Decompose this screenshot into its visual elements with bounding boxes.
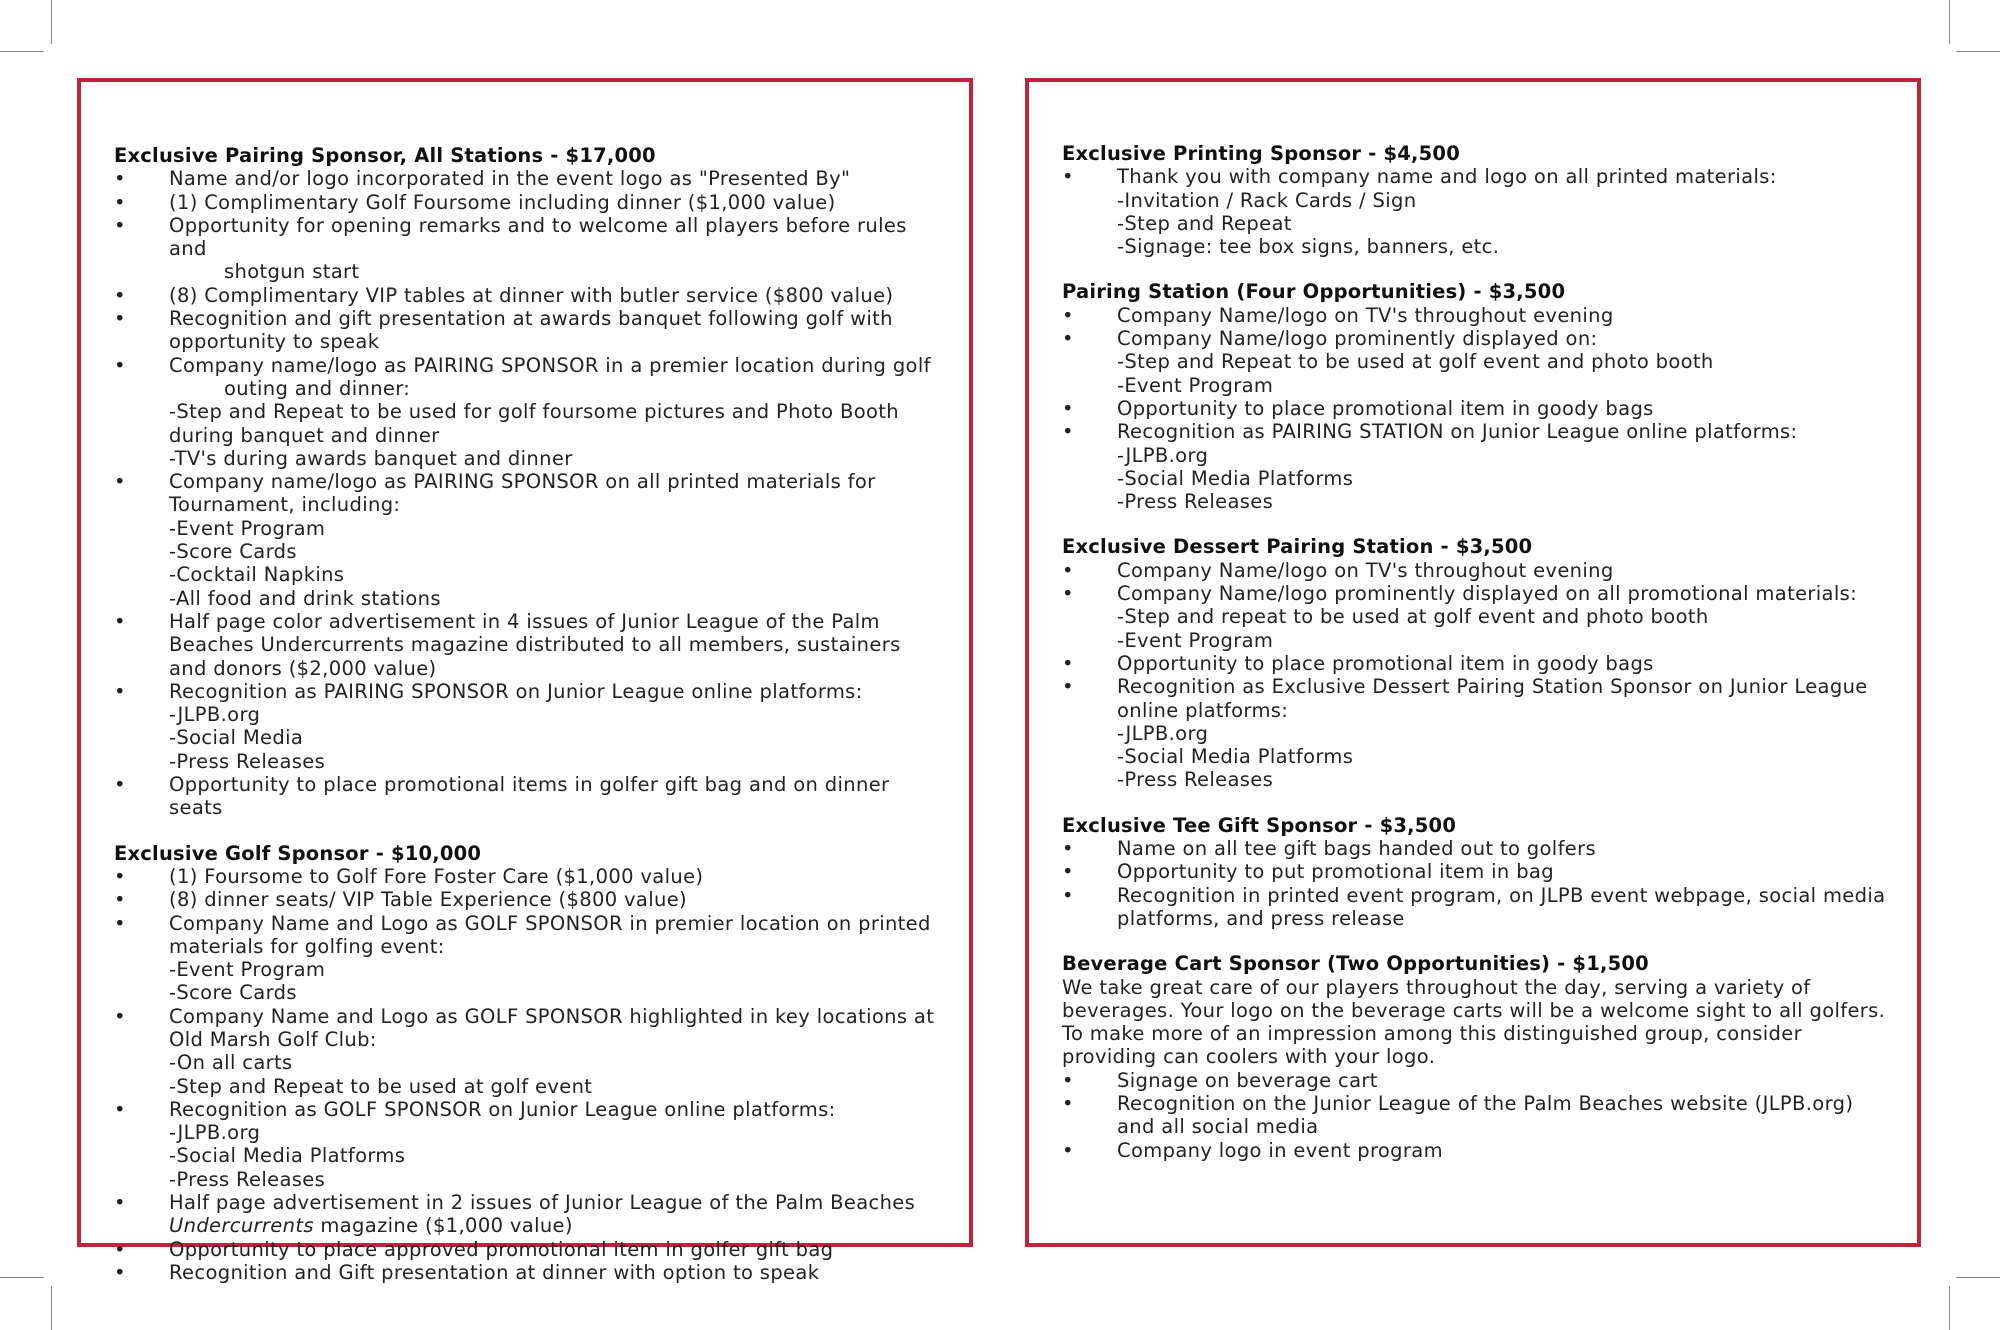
sub-item: -Social Media Platforms [169, 1144, 406, 1168]
bullet-icon: • [1062, 420, 1074, 444]
sub-item: -Score Cards [169, 540, 297, 564]
list-item: • Opportunity for opening remarks and to welcome all players before rules and shotgun start [114, 214, 941, 284]
list-item: • (1) Foursome to Golf Fore Foster Care ($1,000 value) [114, 864, 704, 888]
bullet-icon: • [114, 213, 126, 237]
list-item: • Company name/logo as PAIRING SPONSOR on all printed materials for Tournament, including: [114, 470, 876, 517]
sub-item: -JLPB.org [169, 703, 261, 727]
sub-item: -Score Cards [169, 981, 297, 1005]
list-item: • Recognition as Exclusive Dessert Pairing Station Sponsor on Junior League online platforms: [1062, 675, 1868, 722]
crop-mark [1949, 1286, 1950, 1330]
list-item: • Recognition as GOLF SPONSOR on Junior League online platforms: [114, 1097, 836, 1121]
list-item: • Recognition and Gift presentation at dinner with option to speak [114, 1260, 820, 1284]
list-item: • Company Name/logo on TV's throughout evening [1062, 303, 1614, 327]
sub-item: -Signage: tee box signs, banners, etc. [1117, 235, 1500, 259]
bullet-icon: • [1062, 327, 1074, 351]
bullet-icon: • [1062, 1138, 1074, 1162]
bullet-icon: • [114, 1004, 126, 1028]
right-panel [1025, 78, 1921, 1247]
list-item: • Company Name/logo prominently displayed on all promotional materials: [1062, 582, 1858, 606]
bullet-icon: • [114, 888, 126, 912]
left-content [114, 144, 941, 1284]
list-item: • Recognition on the Junior League of the Palm Beaches website (JLPB.org) and all social media [1062, 1091, 1854, 1139]
magazine-title: Undercurrents [169, 1214, 314, 1238]
crop-mark [0, 1277, 44, 1278]
bullet-icon: • [114, 679, 126, 703]
sub-item: -Event Program [169, 516, 326, 540]
list-item: • (8) Complimentary VIP tables at dinner with butler service ($800 value) [114, 283, 894, 307]
sub-item: -Step and Repeat to be used at golf event and photo booth [1117, 350, 1714, 374]
list-item: • Opportunity to place promotional items in golfer gift bag and on dinner seats [114, 773, 890, 820]
crop-mark [51, 1286, 52, 1330]
section-heading: Exclusive Golf Sponsor - $10,000 [114, 841, 482, 865]
sub-item: -Social Media Platforms [1117, 466, 1354, 490]
bullet-icon: • [114, 1237, 126, 1261]
list-item: • Half page advertisement in 2 issues of Junior League of the Palm Beaches Undercurrents magazine ($1,000 value) [114, 1191, 916, 1238]
bullet-icon: • [1062, 837, 1074, 861]
sub-item: -Press Releases [1117, 490, 1274, 514]
bullet-icon: • [1062, 303, 1074, 327]
bullet-icon: • [114, 283, 126, 307]
list-item: • Recognition and gift presentation at awards banquet following golf with opportunity to speak [114, 307, 893, 354]
pairing-station-section [1062, 280, 1889, 513]
bullet-icon: • [1062, 558, 1074, 582]
list-item: • (8) dinner seats/ VIP Table Experience ($800 value) [114, 888, 687, 912]
pairing-sponsor-section [114, 144, 941, 820]
bullet-icon: • [114, 1191, 126, 1215]
bullet-icon: • [1062, 1091, 1074, 1115]
bullet-icon: • [1062, 860, 1074, 884]
bullet-icon: • [1062, 396, 1074, 420]
list-item: • Name on all tee gift bags handed out to golfers [1062, 837, 1597, 861]
sub-item: -Step and repeat to be used at golf event and photo booth [1117, 605, 1709, 629]
bullet-icon: • [1062, 1068, 1074, 1092]
sub-item: -Step and Repeat [1117, 211, 1292, 235]
bullet-icon: • [114, 167, 126, 191]
sub-item: -Step and Repeat to be used for golf foursome pictures and Photo Booth during banquet and dinner [169, 400, 899, 447]
list-item: • (1) Complimentary Golf Foursome including dinner ($1,000 value) [114, 190, 836, 214]
bullet-icon: • [1062, 675, 1074, 699]
dessert-pairing-section [1062, 535, 1889, 791]
bullet-icon: • [1062, 883, 1074, 907]
list-item: • Thank you with company name and logo on all printed materials: [1062, 165, 1777, 189]
sub-item: -Social Media Platforms [1117, 745, 1354, 769]
crop-mark [0, 51, 44, 52]
sub-item: -TV's during awards banquet and dinner [169, 446, 573, 470]
bullet-icon: • [1062, 582, 1074, 606]
sub-item: -On all carts [169, 1051, 293, 1075]
crop-mark [1956, 1277, 2000, 1278]
sub-item: -JLPB.org [1117, 443, 1209, 467]
left-panel [77, 78, 973, 1284]
sub-item: -Cocktail Napkins [169, 563, 345, 587]
sub-item: -Invitation / Rack Cards / Sign [1117, 188, 1417, 212]
list-item: • Opportunity to place approved promotional item in golfer gift bag [114, 1237, 834, 1261]
list-item: • Opportunity to place promotional item in goody bags [1062, 651, 1654, 675]
sub-item: -JLPB.org [1117, 721, 1209, 745]
bullet-icon: • [1062, 165, 1074, 189]
list-item: • Company name/logo as PAIRING SPONSOR in a premier location during golf outing and dinner: [114, 354, 941, 401]
beverage-cart-section [1062, 952, 1889, 1162]
list-item: • Recognition as PAIRING STATION on Junior League online platforms: [1062, 420, 1798, 444]
sub-item: -Event Program [1117, 628, 1274, 652]
bullet-icon: • [114, 773, 126, 797]
section-heading: Pairing Station (Four Opportunities) - $3,500 [1062, 280, 1566, 304]
sub-item: -Social Media [169, 726, 304, 750]
list-item: • Company Name/logo on TV's throughout evening [1062, 558, 1614, 582]
sub-item: -Press Releases [1117, 768, 1274, 792]
bullet-icon: • [114, 1260, 126, 1284]
bullet-icon: • [114, 609, 126, 633]
list-item: • Signage on beverage cart [1062, 1068, 1378, 1092]
bullet-icon: • [114, 307, 126, 331]
sub-item: -Press Releases [169, 749, 326, 773]
sub-item: -Event Program [1117, 373, 1274, 397]
golf-sponsor-section [114, 842, 941, 1285]
continuation-text: shotgun start [224, 260, 360, 284]
section-heading: Exclusive Tee Gift Sponsor - $3,500 [1062, 813, 1457, 837]
list-item: • Name and/or logo incorporated in the event logo as "Presented By" [114, 167, 851, 191]
crop-mark [1956, 51, 2000, 52]
printing-sponsor-section [1062, 142, 1889, 258]
list-item: • Company logo in event program [1062, 1138, 1443, 1162]
crop-mark [51, 0, 52, 44]
list-item: • Recognition as PAIRING SPONSOR on Junior League online platforms: [114, 679, 863, 703]
bullet-icon: • [114, 470, 126, 494]
list-item: • Company Name/logo prominently displayed on: [1062, 327, 1598, 351]
right-content [1062, 142, 1889, 1162]
bullet-icon: • [1062, 651, 1074, 675]
intro-paragraph: We take great care of our players throughout the day, serving a variety of beverages. Your logo on the beverage carts will be a welcome sight to all golfers. To make more of an impression among this distinguished group, consider providing can coolers with your logo. [1062, 975, 1886, 1069]
list-item: • Half page color advertisement in 4 issues of Junior League of the Palm Beaches Undercurrents magazine distributed to all members, sustainers and donors ($2,000 value) [114, 609, 901, 680]
section-heading: Exclusive Dessert Pairing Station - $3,500 [1062, 535, 1533, 559]
section-heading: Exclusive Printing Sponsor - $4,500 [1062, 142, 1460, 165]
continuation-text: outing and dinner: [224, 376, 411, 400]
sub-item: -All food and drink stations [169, 586, 441, 610]
section-heading: Beverage Cart Sponsor (Two Opportunities) - $1,500 [1062, 952, 1649, 976]
section-heading: Exclusive Pairing Sponsor, All Stations - $17,000 [114, 144, 656, 167]
sub-item: -Press Releases [169, 1167, 326, 1191]
bullet-icon: • [114, 1097, 126, 1121]
list-item: • Opportunity to put promotional item in bag [1062, 860, 1554, 884]
sub-item: -JLPB.org [169, 1121, 261, 1145]
list-item: • Company Name and Logo as GOLF SPONSOR in premier location on printed materials for golfing event: [114, 911, 931, 958]
sub-item: -Event Program [169, 958, 326, 982]
bullet-icon: • [114, 911, 126, 935]
sub-item: -Step and Repeat to be used at golf event [169, 1074, 593, 1098]
list-item: • Company Name and Logo as GOLF SPONSOR highlighted in key locations at Old Marsh Golf Club: [114, 1004, 935, 1051]
bullet-icon: • [114, 353, 126, 377]
crop-mark [1949, 0, 1950, 44]
bullet-icon: • [114, 190, 126, 214]
tee-gift-section [1062, 814, 1889, 930]
list-item: • Opportunity to place promotional item in goody bags [1062, 396, 1654, 420]
bullet-icon: • [114, 864, 126, 888]
list-item: • Recognition in printed event program, on JLPB event webpage, social media platforms, and press release [1062, 883, 1886, 930]
